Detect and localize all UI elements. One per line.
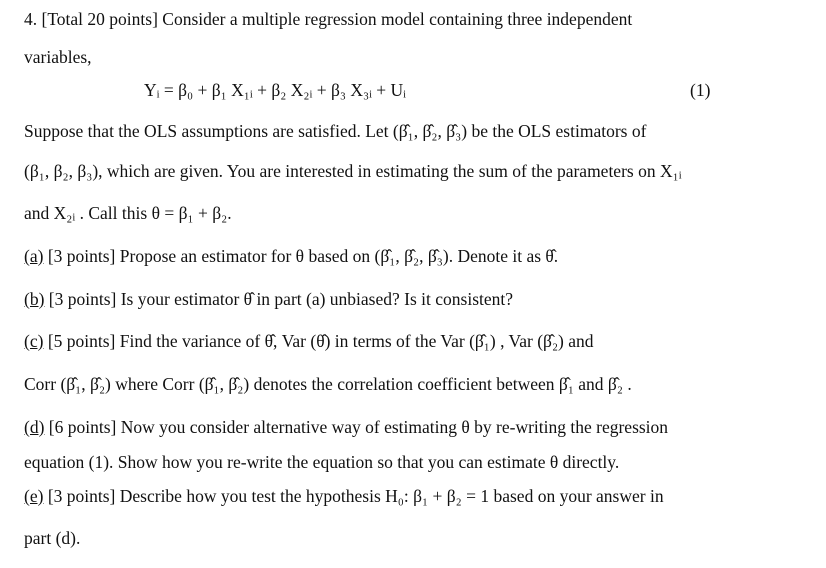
problem-text-line: and X₂ᵢ . Call this θ = β₁ + β₂.	[24, 203, 232, 223]
problem-text-line: variables,	[24, 47, 92, 67]
part-text: [3 points] Describe how you test the hypothesis H₀: β₁ + β₂ = 1 based on your answer in	[43, 486, 664, 506]
part-text: [6 points] Now you consider alternative way of estimating θ by re-writing the regression	[44, 417, 669, 437]
part-c	[24, 330, 594, 352]
part-text: [3 points] Propose an estimator for θ based on (β̂₁, β̂₂, β̂₃). Denote it as θ̂.	[43, 246, 559, 266]
part-a	[24, 245, 558, 267]
part-label: (b)	[24, 289, 45, 309]
problem-heading: 4. [Total 20 points] Consider a multiple regression model containing three independent	[24, 9, 633, 29]
part-e-continued: part (d).	[24, 528, 81, 548]
problem-text-line: (β₁, β₂, β₃), which are given. You are interested in estimating the sum of the parameters on X₁ᵢ	[24, 161, 682, 181]
regression-equation: Yᵢ = β₀ + β₁ X₁ᵢ + β₂ X₂ᵢ + β₃ X₃ᵢ + Uᵢ	[144, 80, 407, 100]
part-b	[24, 288, 513, 310]
part-label: (c)	[24, 331, 44, 351]
equation-number: (1)	[690, 80, 711, 100]
problem-text-line: Suppose that the OLS assumptions are satisfied. Let (β̂₁, β̂₂, β̂₃) be the OLS estimators of	[24, 121, 647, 141]
part-text: [3 points] Is your estimator θ̂ in part (a) unbiased? Is it consistent?	[44, 289, 514, 309]
part-e	[24, 485, 664, 507]
part-label: (d)	[24, 417, 45, 437]
part-text: [5 points] Find the variance of θ̂, Var (θ̂) in terms of the Var (β̂₁) , Var (β̂₂) and	[43, 331, 594, 351]
part-c-continued: Corr (β̂₁, β̂₂) where Corr (β̂₁, β̂₂) denotes the correlation coefficient between β̂₁ and β̂₂ .	[24, 374, 632, 394]
part-label: (a)	[24, 246, 44, 266]
part-d	[24, 416, 668, 438]
part-label: (e)	[24, 486, 44, 506]
part-d-continued: equation (1). Show how you re-write the equation so that you can estimate θ directly.	[24, 452, 620, 472]
